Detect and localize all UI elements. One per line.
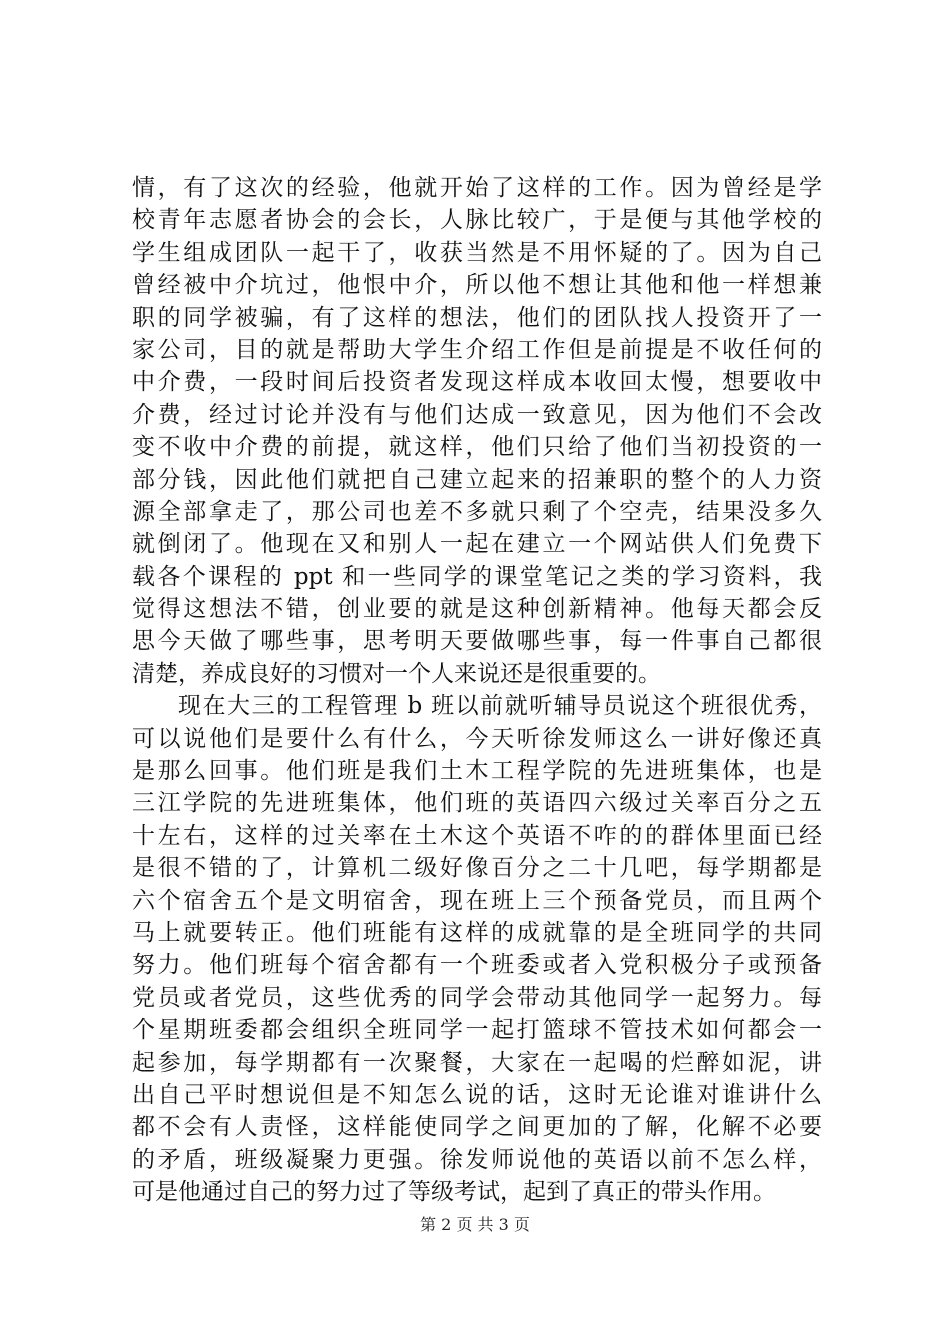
text-line: 个星期班委都会组织全班同学一起打篮球不管技术如何都会一 xyxy=(132,1017,822,1044)
text-line: 校青年志愿者协会的会长，人脉比较广，于是便与其他学校的 xyxy=(132,207,822,234)
text-line: 源全部拿走了，那公司也差不多就只剩了个空壳，结果没多久 xyxy=(132,498,822,525)
text-line: 中介费，一段时间后投资者发现这样成本收回太慢，想要收中 xyxy=(132,369,822,396)
text-line: 起参加，每学期都有一次聚餐，大家在一起喝的烂醉如泥，讲 xyxy=(132,1049,822,1076)
text-line: 现在大三的工程管理 b 班以前就听辅导员说这个班很优秀， xyxy=(178,693,822,720)
text-line: 努力。他们班每个宿舍都有一个班委或者入党积极分子或预备 xyxy=(132,952,822,979)
text-line: 可是他通过自己的努力过了等级考试，起到了真正的带头作用。 xyxy=(132,1179,776,1206)
text-line: 学生组成团队一起干了，收获当然是不用怀疑的了。因为自己 xyxy=(132,239,822,266)
text-line: 载各个课程的 ppt 和一些同学的课堂笔记之类的学习资料，我 xyxy=(132,563,822,590)
text-line: 是很不错的了，计算机二级好像百分之二十几吧，每学期都是 xyxy=(132,855,822,882)
paragraph-1 xyxy=(132,172,822,690)
text-line: 介费，经过讨论并没有与他们达成一致意见，因为他们不会改 xyxy=(132,401,822,428)
page-footer: 第 2 页 共 3 页 xyxy=(420,1215,530,1234)
text-line: 职的同学被骗，有了这样的想法，他们的团队找人投资开了一 xyxy=(132,304,822,331)
text-line: 就倒闭了。他现在又和别人一起在建立一个网站供人们免费下 xyxy=(132,531,822,558)
text-line: 清楚，养成良好的习惯对一个人来说还是很重要的。 xyxy=(132,660,661,687)
text-line: 部分钱，因此他们就把自己建立起来的招兼职的整个的人力资 xyxy=(132,466,822,493)
text-line: 家公司，目的就是帮助大学生介绍工作但是前提是不收任何的 xyxy=(132,336,822,363)
text-line: 曾经被中介坑过，他恨中介，所以他不想让其他和他一样想兼 xyxy=(132,272,822,299)
text-line: 可以说他们是要什么有什么，今天听徐发师这么一讲好像还真 xyxy=(132,725,822,752)
text-line: 觉得这想法不错，创业要的就是这种创新精神。他每天都会反 xyxy=(132,596,822,623)
text-line: 思今天做了哪些事，思考明天要做哪些事，每一件事自己都很 xyxy=(132,628,822,655)
text-line: 六个宿舍五个是文明宿舍，现在班上三个预备党员，而且两个 xyxy=(132,887,822,914)
text-line: 三江学院的先进班集体，他们班的英语四六级过关率百分之五 xyxy=(132,790,822,817)
text-line: 十左右，这样的过关率在土木这个英语不咋的的群体里面已经 xyxy=(132,822,822,849)
body-text xyxy=(132,172,822,1209)
text-line: 党员或者党员，这些优秀的同学会带动其他同学一起努力。每 xyxy=(132,984,822,1011)
text-line: 的矛盾，班级凝聚力更强。徐发师说他的英语以前不怎么样， xyxy=(132,1146,822,1173)
text-line: 情，有了这次的经验，他就开始了这样的工作。因为曾经是学 xyxy=(132,175,822,201)
text-line: 马上就要转正。他们班能有这样的成就靠的是全班同学的共同 xyxy=(132,919,822,946)
paragraph-2 xyxy=(132,690,822,1208)
text-line: 是那么回事。他们班是我们土木工程学院的先进班集体，也是 xyxy=(132,758,822,785)
text-line: 变不收中介费的前提，就这样，他们只给了他们当初投资的一 xyxy=(132,434,822,461)
text-line: 都不会有人责怪，这样能使同学之间更加的了解，化解不必要 xyxy=(132,1114,822,1141)
text-line: 出自己平时想说但是不知怎么说的话，这时无论谁对谁讲什么 xyxy=(132,1081,822,1108)
